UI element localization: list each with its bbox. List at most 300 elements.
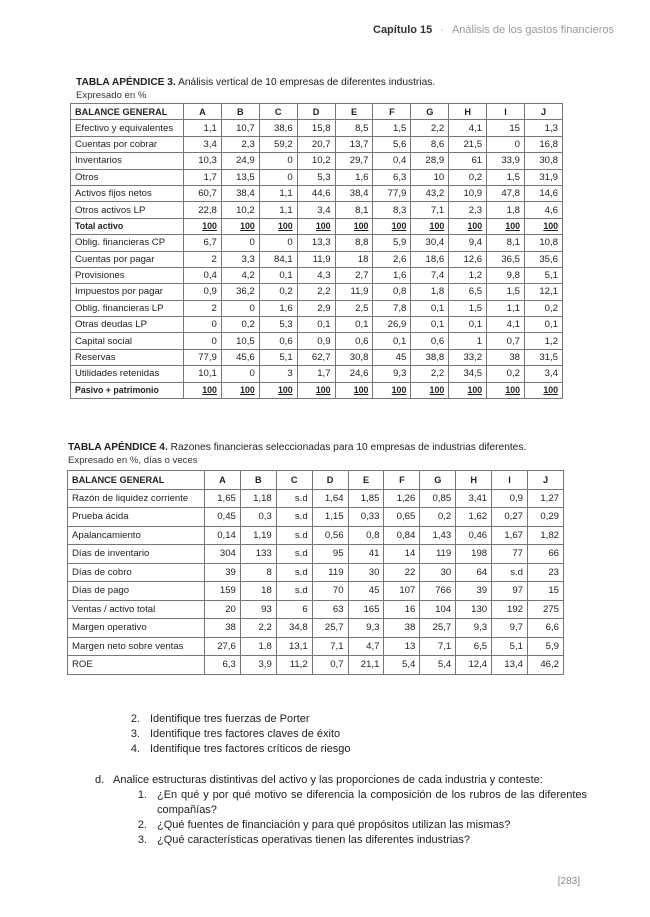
table3 xyxy=(70,103,563,399)
table-cell: 1,7 xyxy=(297,366,335,382)
table-cell: 31,5 xyxy=(525,349,563,365)
column-header: J xyxy=(528,471,564,490)
table-cell: 33,2 xyxy=(449,349,487,365)
table-cell: 45,6 xyxy=(221,349,259,365)
table-cell: 2,3 xyxy=(449,202,487,218)
table-row xyxy=(71,185,563,201)
row-label: Provisiones xyxy=(71,267,184,283)
table-cell: 61 xyxy=(449,153,487,169)
column-header: E xyxy=(335,104,373,120)
table-cell: 59,2 xyxy=(259,136,297,152)
table-row xyxy=(68,489,564,508)
table-cell: 10,9 xyxy=(449,185,487,201)
table-row xyxy=(71,120,563,136)
table-cell: 0,1 xyxy=(373,333,411,349)
chapter-subtitle: Análisis de los gastos financieros xyxy=(451,24,614,36)
table-cell: 10,1 xyxy=(184,366,222,382)
table-cell: 0,65 xyxy=(384,508,420,527)
table-cell: 100 xyxy=(487,218,525,234)
table-cell: 1,82 xyxy=(528,526,564,545)
table-cell: 0,29 xyxy=(528,508,564,527)
table-cell: 77,9 xyxy=(373,185,411,201)
table-cell: 1,6 xyxy=(335,169,373,185)
table4-title-bold: TABLA APÉNDICE 4. xyxy=(68,442,168,453)
table-cell: 38 xyxy=(205,619,241,638)
table-cell: 0,7 xyxy=(487,333,525,349)
table-cell: 30,4 xyxy=(411,235,449,251)
row-label: Inventarios xyxy=(71,153,184,169)
row-label: ROE xyxy=(68,656,205,675)
table-cell: 36,5 xyxy=(487,251,525,267)
table-cell: 0 xyxy=(221,235,259,251)
table-cell: 10,3 xyxy=(184,153,222,169)
table-row xyxy=(71,202,563,218)
table-cell: 104 xyxy=(420,600,456,619)
table-cell: 2,9 xyxy=(297,300,335,316)
table-cell: 100 xyxy=(373,218,411,234)
column-header: F xyxy=(384,471,420,490)
table-cell: 34,5 xyxy=(449,366,487,382)
row-header-label: BALANCE GENERAL xyxy=(71,104,184,120)
table-cell: 15 xyxy=(487,120,525,136)
table-row xyxy=(68,545,564,564)
table-cell: 46,2 xyxy=(528,656,564,675)
table-cell: 38,8 xyxy=(411,349,449,365)
table-cell: s.d xyxy=(276,508,312,527)
table-cell: 15,8 xyxy=(297,120,335,136)
table-cell: 8,1 xyxy=(487,235,525,251)
table-row xyxy=(71,349,563,365)
running-header xyxy=(373,24,614,36)
table-cell: 100 xyxy=(297,218,335,234)
row-label: Oblig. financieras CP xyxy=(71,235,184,251)
question-number: 3. xyxy=(137,834,147,846)
table-cell: 16 xyxy=(384,600,420,619)
table-cell: 0,1 xyxy=(449,317,487,333)
table-cell: 43,2 xyxy=(411,185,449,201)
table-row xyxy=(71,218,563,234)
table-cell: 13,1 xyxy=(276,637,312,656)
table-cell: 1,5 xyxy=(373,120,411,136)
table-cell: 10 xyxy=(411,169,449,185)
column-header: H xyxy=(449,104,487,120)
table3-header-row xyxy=(71,104,563,120)
table-cell: 1,1 xyxy=(259,185,297,201)
column-header: A xyxy=(184,104,222,120)
table-row xyxy=(68,637,564,656)
page-number: [283] xyxy=(557,876,580,887)
table-cell: 0,2 xyxy=(420,508,456,527)
column-header: C xyxy=(276,471,312,490)
table-cell: 7,1 xyxy=(420,637,456,656)
row-label: Total activo xyxy=(71,218,184,234)
table-cell: 9,3 xyxy=(348,619,384,638)
table-cell: 0,2 xyxy=(487,366,525,382)
table-cell: 1 xyxy=(449,333,487,349)
table-cell: 22,8 xyxy=(184,202,222,218)
table-cell: 39 xyxy=(456,582,492,601)
table-cell: 20,7 xyxy=(297,136,335,152)
table-cell: 107 xyxy=(384,582,420,601)
table-cell: 0,8 xyxy=(373,284,411,300)
table-cell: 2,6 xyxy=(373,251,411,267)
row-label: Días de pago xyxy=(68,582,205,601)
row-label: Apalancamiento xyxy=(68,526,205,545)
column-header: J xyxy=(525,104,563,120)
question-number: 2. xyxy=(137,819,147,831)
table3-unit: Expresado en % xyxy=(76,90,147,101)
table-cell: 100 xyxy=(487,382,525,398)
table-cell: 5,3 xyxy=(259,317,297,333)
table-cell: 8,3 xyxy=(373,202,411,218)
table-cell: 93 xyxy=(240,600,276,619)
table-cell: 11,9 xyxy=(297,251,335,267)
list-item xyxy=(118,727,351,742)
table-row xyxy=(68,619,564,638)
table-cell: 45 xyxy=(348,582,384,601)
table-cell: 77,9 xyxy=(184,349,222,365)
table-cell: 0 xyxy=(221,300,259,316)
table-cell: 21,5 xyxy=(449,136,487,152)
table-cell: 63 xyxy=(312,600,348,619)
table-cell: 0,84 xyxy=(384,526,420,545)
table-cell: 7,4 xyxy=(411,267,449,283)
table-cell: 0,3 xyxy=(240,508,276,527)
section-d xyxy=(95,773,587,848)
table-cell: 34,8 xyxy=(276,619,312,638)
table-row xyxy=(68,582,564,601)
table-cell: 22 xyxy=(384,563,420,582)
row-label: Otras deudas LP xyxy=(71,317,184,333)
table-cell: s.d xyxy=(492,563,528,582)
table-cell: s.d xyxy=(276,489,312,508)
column-header: C xyxy=(259,104,297,120)
table-cell: 5,1 xyxy=(525,267,563,283)
list-item-text: Identifique tres fuerzas de Porter xyxy=(150,713,310,725)
table-cell: s.d xyxy=(276,563,312,582)
table-cell: 0,2 xyxy=(259,284,297,300)
table-cell: 0 xyxy=(184,333,222,349)
table-cell: 8 xyxy=(240,563,276,582)
column-header: H xyxy=(456,471,492,490)
table-cell: 3,3 xyxy=(221,251,259,267)
table-cell: 2,5 xyxy=(335,300,373,316)
table-cell: 1,3 xyxy=(525,120,563,136)
table-cell: s.d xyxy=(276,526,312,545)
table-cell: 2,2 xyxy=(411,366,449,382)
table-cell: 20 xyxy=(205,600,241,619)
table-cell: 1,1 xyxy=(259,202,297,218)
row-label: Capital social xyxy=(71,333,184,349)
row-label: Otros activos LP xyxy=(71,202,184,218)
table-cell: 38,4 xyxy=(221,185,259,201)
table-row xyxy=(68,508,564,527)
table-cell: 23 xyxy=(528,563,564,582)
table-cell: 10,5 xyxy=(221,333,259,349)
table-cell: 100 xyxy=(259,218,297,234)
table-cell: 1,8 xyxy=(487,202,525,218)
table-cell: 0,56 xyxy=(312,526,348,545)
table-cell: 1,6 xyxy=(259,300,297,316)
table-cell: 100 xyxy=(221,218,259,234)
table-cell: 0,1 xyxy=(411,300,449,316)
question-item xyxy=(125,788,587,818)
table-cell: 0,6 xyxy=(259,333,297,349)
table-cell: 165 xyxy=(348,600,384,619)
table-cell: 100 xyxy=(184,382,222,398)
table-cell: 8,6 xyxy=(411,136,449,152)
table-cell: 13 xyxy=(384,637,420,656)
table3-caption xyxy=(76,76,435,102)
list-item-number: 2. xyxy=(130,713,140,725)
table-cell: 38,4 xyxy=(335,185,373,201)
table-cell: 1,62 xyxy=(456,508,492,527)
table-cell: 4,2 xyxy=(221,267,259,283)
table-cell: 10,8 xyxy=(525,235,563,251)
table-cell: 6,5 xyxy=(456,637,492,656)
table-cell: 7,1 xyxy=(411,202,449,218)
table-cell: 38,6 xyxy=(259,120,297,136)
table-cell: 38 xyxy=(487,349,525,365)
table-cell: 95 xyxy=(312,545,348,564)
table-cell: 100 xyxy=(221,382,259,398)
table-cell: 130 xyxy=(456,600,492,619)
table-cell: 766 xyxy=(420,582,456,601)
table-cell: 1,18 xyxy=(240,489,276,508)
table-cell: 0,9 xyxy=(184,284,222,300)
row-label: Pasivo + patrimonio xyxy=(71,382,184,398)
table-cell: 60,7 xyxy=(184,185,222,201)
table-cell: 11,2 xyxy=(276,656,312,675)
table-cell: 8,1 xyxy=(335,202,373,218)
question-item xyxy=(125,818,587,833)
row-label: Cuentas por cobrar xyxy=(71,136,184,152)
table-cell: 7,8 xyxy=(373,300,411,316)
table-cell: 0,1 xyxy=(259,267,297,283)
table3-title-rest: Análisis vertical de 10 empresas de diferentes industrias. xyxy=(175,77,436,88)
list-item-text: Identifique tres factores críticos de riesgo xyxy=(150,743,351,755)
table-cell: 159 xyxy=(205,582,241,601)
table-cell: 5,1 xyxy=(492,637,528,656)
table-cell: 6,6 xyxy=(528,619,564,638)
table-cell: 133 xyxy=(240,545,276,564)
table-cell: 1,6 xyxy=(373,267,411,283)
table-row xyxy=(71,366,563,382)
table-cell: 5,1 xyxy=(259,349,297,365)
table-cell: 100 xyxy=(297,382,335,398)
table-row xyxy=(71,251,563,267)
table-cell: 18,6 xyxy=(411,251,449,267)
table-cell: 13,3 xyxy=(297,235,335,251)
question-text: ¿En qué y por qué motivo se diferencia la composición de los rubros de las diferentes compañías? xyxy=(157,789,587,816)
table-cell: 0,33 xyxy=(348,508,384,527)
table3-title-bold: TABLA APÉNDICE 3. xyxy=(76,77,176,88)
column-header: D xyxy=(297,104,335,120)
table-cell: 1,5 xyxy=(449,300,487,316)
table-cell: 5,4 xyxy=(384,656,420,675)
table-cell: 35,6 xyxy=(525,251,563,267)
table-cell: 1,2 xyxy=(525,333,563,349)
section-d-intro-text: Analice estructuras distintivas del activo y las proporciones de cada industria y conteste: xyxy=(113,774,543,786)
table4-caption xyxy=(68,441,526,467)
table-cell: 10,2 xyxy=(221,202,259,218)
table-cell: 1,19 xyxy=(240,526,276,545)
table-cell: 18 xyxy=(335,251,373,267)
column-header: B xyxy=(221,104,259,120)
table-cell: 3,4 xyxy=(525,366,563,382)
list-item-text: Identifique tres factores claves de éxito xyxy=(150,728,341,740)
table-cell: 21,1 xyxy=(348,656,384,675)
table-cell: 1,7 xyxy=(184,169,222,185)
table-cell: 0,1 xyxy=(525,317,563,333)
table-cell: 0 xyxy=(259,235,297,251)
row-label: Cuentas por pagar xyxy=(71,251,184,267)
table-row xyxy=(71,153,563,169)
table-cell: 0 xyxy=(259,169,297,185)
table-cell: 100 xyxy=(525,382,563,398)
table-cell: 1,15 xyxy=(312,508,348,527)
table-cell: 100 xyxy=(335,218,373,234)
table-cell: 0 xyxy=(259,153,297,169)
table-cell: 45 xyxy=(373,349,411,365)
table-cell: 100 xyxy=(373,382,411,398)
table-cell: 8,8 xyxy=(335,235,373,251)
table-cell: 0,27 xyxy=(492,508,528,527)
table-cell: 4,1 xyxy=(487,317,525,333)
table-cell: 9,8 xyxy=(487,267,525,283)
table-cell: 9,4 xyxy=(449,235,487,251)
numbered-list xyxy=(118,712,351,757)
table-cell: 1,1 xyxy=(487,300,525,316)
row-label: Margen neto sobre ventas xyxy=(68,637,205,656)
row-label: Margen operativo xyxy=(68,619,205,638)
table-cell: 198 xyxy=(456,545,492,564)
table-row xyxy=(71,382,563,398)
table-cell: 1,5 xyxy=(487,169,525,185)
table-cell: 1,1 xyxy=(184,120,222,136)
column-header: G xyxy=(420,471,456,490)
row-label: Oblig. financieras LP xyxy=(71,300,184,316)
table-cell: 4,6 xyxy=(525,202,563,218)
table-cell: 0,9 xyxy=(492,489,528,508)
list-item-number: 3. xyxy=(130,728,140,740)
table4-title-rest: Razones financieras seleccionadas para 10 empresas de industrias diferentes. xyxy=(167,442,527,453)
table-cell: 25,7 xyxy=(420,619,456,638)
table-cell: 30 xyxy=(420,563,456,582)
table-cell: 3 xyxy=(259,366,297,382)
table-cell: 0,1 xyxy=(411,317,449,333)
table-cell: 2,2 xyxy=(411,120,449,136)
table-row xyxy=(71,284,563,300)
table-cell: 2,7 xyxy=(335,267,373,283)
table-cell: 100 xyxy=(449,382,487,398)
table-cell: 100 xyxy=(259,382,297,398)
table-row xyxy=(68,526,564,545)
table-cell: 304 xyxy=(205,545,241,564)
table-cell: 38 xyxy=(384,619,420,638)
table-cell: 28,9 xyxy=(411,153,449,169)
table-cell: 0 xyxy=(487,136,525,152)
table-row xyxy=(71,300,563,316)
table-cell: 9,3 xyxy=(456,619,492,638)
table-cell: 6,3 xyxy=(373,169,411,185)
table-cell: 0,6 xyxy=(335,333,373,349)
table-cell: 5,9 xyxy=(373,235,411,251)
table-cell: 5,9 xyxy=(528,637,564,656)
table-cell: 1,43 xyxy=(420,526,456,545)
table-cell: 10,2 xyxy=(297,153,335,169)
table-cell: 100 xyxy=(335,382,373,398)
table-cell: 33,9 xyxy=(487,153,525,169)
header-separator: · xyxy=(440,24,444,36)
table-cell: 100 xyxy=(449,218,487,234)
table-cell: 30,8 xyxy=(335,349,373,365)
table-cell: 3,4 xyxy=(297,202,335,218)
table-row xyxy=(71,235,563,251)
table-cell: 29,7 xyxy=(335,153,373,169)
table4-header-row xyxy=(68,471,564,490)
column-header: D xyxy=(312,471,348,490)
table-cell: 6 xyxy=(276,600,312,619)
table-cell: 100 xyxy=(411,218,449,234)
column-header: I xyxy=(487,104,525,120)
table-cell: 84,1 xyxy=(259,251,297,267)
table-cell: 97 xyxy=(492,582,528,601)
list-item xyxy=(118,712,351,727)
table-row xyxy=(68,563,564,582)
table-cell: 5,4 xyxy=(420,656,456,675)
table-cell: 3,41 xyxy=(456,489,492,508)
table-row xyxy=(68,600,564,619)
table-row xyxy=(71,267,563,283)
table-cell: 119 xyxy=(312,563,348,582)
table-cell: 13,5 xyxy=(221,169,259,185)
table-cell: 2 xyxy=(184,300,222,316)
table-cell: 1,2 xyxy=(449,267,487,283)
table-cell: 1,27 xyxy=(528,489,564,508)
list-item xyxy=(118,742,351,757)
table-cell: 4,3 xyxy=(297,267,335,283)
column-header: F xyxy=(373,104,411,120)
table-cell: 2 xyxy=(184,251,222,267)
table-cell: 8,5 xyxy=(335,120,373,136)
table-cell: 0,7 xyxy=(312,656,348,675)
table4 xyxy=(67,470,564,675)
table-cell: 0,4 xyxy=(373,153,411,169)
table-cell: 31,9 xyxy=(525,169,563,185)
column-header: G xyxy=(411,104,449,120)
table-cell: 44,6 xyxy=(297,185,335,201)
table-cell: 0,2 xyxy=(449,169,487,185)
table-cell: 24,6 xyxy=(335,366,373,382)
row-label: Razón de liquidez corriente xyxy=(68,489,205,508)
table-cell: 0,2 xyxy=(221,317,259,333)
question-number: 1. xyxy=(137,789,147,801)
table-cell: 9,7 xyxy=(492,619,528,638)
table-cell: 2,3 xyxy=(221,136,259,152)
row-label: Efectivo y equivalentes xyxy=(71,120,184,136)
table-cell: 0,1 xyxy=(335,317,373,333)
table-cell: 0,4 xyxy=(184,267,222,283)
table-cell: 0,46 xyxy=(456,526,492,545)
table-cell: 10,7 xyxy=(221,120,259,136)
table-cell: 18 xyxy=(240,582,276,601)
table-cell: 100 xyxy=(184,218,222,234)
table-row xyxy=(71,169,563,185)
table-cell: 7,1 xyxy=(312,637,348,656)
table-cell: 66 xyxy=(528,545,564,564)
row-label: Reservas xyxy=(71,349,184,365)
